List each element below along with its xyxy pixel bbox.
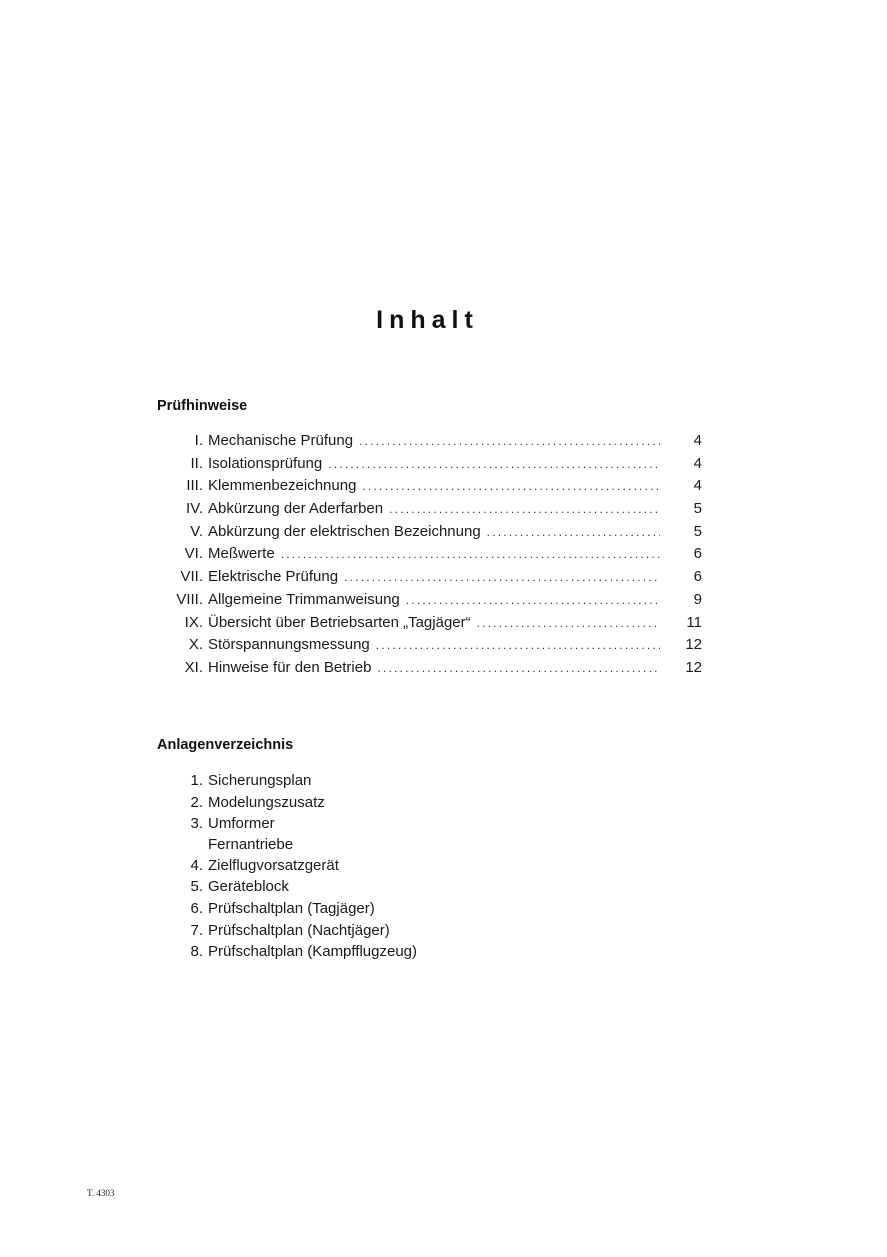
toc-page: 11 — [686, 613, 702, 631]
list-number: 8. — [190, 943, 203, 961]
toc-title: Mechanische Prüfung — [208, 432, 354, 449]
list-number: 6. — [190, 899, 203, 917]
toc-page: 5 — [693, 522, 702, 540]
toc-row — [157, 634, 702, 657]
toc-page: 12 — [685, 636, 702, 654]
section-heading-pruefhinweise: Prüfhinweise — [157, 398, 248, 414]
toc-leader-dots — [359, 430, 660, 453]
list-item — [157, 941, 417, 963]
toc-leader-dots — [328, 453, 660, 476]
list-number: 3. — [190, 815, 203, 833]
toc-row — [157, 430, 702, 453]
toc-title: Elektrische Prüfung — [208, 568, 339, 586]
toc-number: VI. — [184, 545, 203, 563]
list-number: 2. — [190, 793, 203, 811]
toc-title: Meßwerte — [208, 545, 275, 563]
toc-leader-dots — [406, 589, 660, 612]
list-item — [157, 792, 417, 814]
toc-list — [157, 430, 702, 680]
list-text: Zielflugvorsatzgerät — [208, 856, 339, 874]
section-heading-anlagenverzeichnis: Anlagenverzeichnis — [157, 737, 294, 753]
toc-leader-dots — [477, 612, 660, 635]
toc-row — [157, 612, 702, 635]
list-item — [157, 920, 417, 942]
toc-page: 6 — [693, 568, 702, 586]
list-text: Prüfschaltplan (Nachtjäger) — [208, 921, 390, 939]
list-subtext: Fernantriebe — [208, 835, 294, 853]
toc-title: Abkürzung der elektrischen Bezeichnung — [208, 522, 481, 540]
list-item — [157, 876, 417, 898]
toc-page: 5 — [693, 500, 702, 518]
list-number: 1. — [190, 772, 203, 789]
appendix-list — [157, 770, 417, 963]
toc-number: VIII. — [176, 590, 203, 608]
toc-number: XI. — [184, 658, 203, 676]
toc-number: IX. — [184, 613, 203, 631]
list-number: 4. — [190, 856, 203, 874]
page-title: Inhalt — [376, 306, 479, 334]
list-item — [157, 770, 417, 792]
toc-leader-dots — [362, 475, 660, 498]
toc-leader-dots — [344, 566, 660, 589]
list-text: Geräteblock — [208, 878, 289, 896]
toc-page: 4 — [693, 477, 702, 495]
toc-page: 4 — [693, 454, 702, 472]
toc-title: Hinweise für den Betrieb — [208, 658, 372, 676]
toc-number: IV. — [186, 500, 203, 518]
toc-number: VII. — [180, 568, 203, 586]
toc-row — [157, 453, 702, 476]
toc-leader-dots — [281, 543, 660, 566]
toc-number: I. — [194, 432, 203, 449]
list-text: Prüfschaltplan (Kampfflugzeug) — [208, 943, 418, 961]
toc-page: 4 — [693, 432, 702, 449]
list-text: Modelungszusatz — [208, 793, 325, 811]
toc-title: Klemmenbezeichnung — [208, 477, 357, 495]
toc-leader-dots — [376, 634, 660, 657]
toc-row — [157, 498, 702, 521]
toc-page: 6 — [693, 545, 702, 563]
toc-row — [157, 589, 702, 612]
toc-leader-dots — [377, 657, 660, 680]
toc-row — [157, 657, 702, 680]
toc-title: Übersicht über Betriebsarten „Tagjäger“ — [208, 613, 471, 631]
list-item — [157, 855, 417, 877]
toc-title: Isolationsprüfung — [208, 454, 323, 472]
list-text: Umformer — [208, 815, 275, 833]
list-text: Prüfschaltplan (Tagjäger) — [208, 899, 375, 917]
toc-page: 12 — [685, 658, 702, 676]
list-item — [157, 898, 417, 920]
toc-number: X. — [188, 636, 203, 654]
list-number: 7. — [190, 921, 203, 939]
toc-row — [157, 543, 702, 566]
toc-number: III. — [186, 477, 203, 495]
list-text: Sicherungsplan — [208, 772, 312, 789]
toc-leader-dots — [389, 498, 660, 521]
toc-number: II. — [190, 454, 203, 472]
toc-page: 9 — [693, 590, 702, 608]
toc-row — [157, 521, 702, 544]
toc-title: Allgemeine Trimmanweisung — [208, 590, 400, 608]
list-item — [157, 813, 417, 835]
list-number: 5. — [190, 878, 203, 896]
toc-number: V. — [190, 522, 203, 540]
toc-title: Störspannungsmessung — [208, 636, 370, 654]
document-code: T. 4303 — [87, 1188, 115, 1198]
toc-row — [157, 566, 702, 589]
toc-leader-dots — [487, 521, 660, 544]
toc-row — [157, 475, 702, 498]
toc-title: Abkürzung der Aderfarben — [208, 500, 384, 518]
